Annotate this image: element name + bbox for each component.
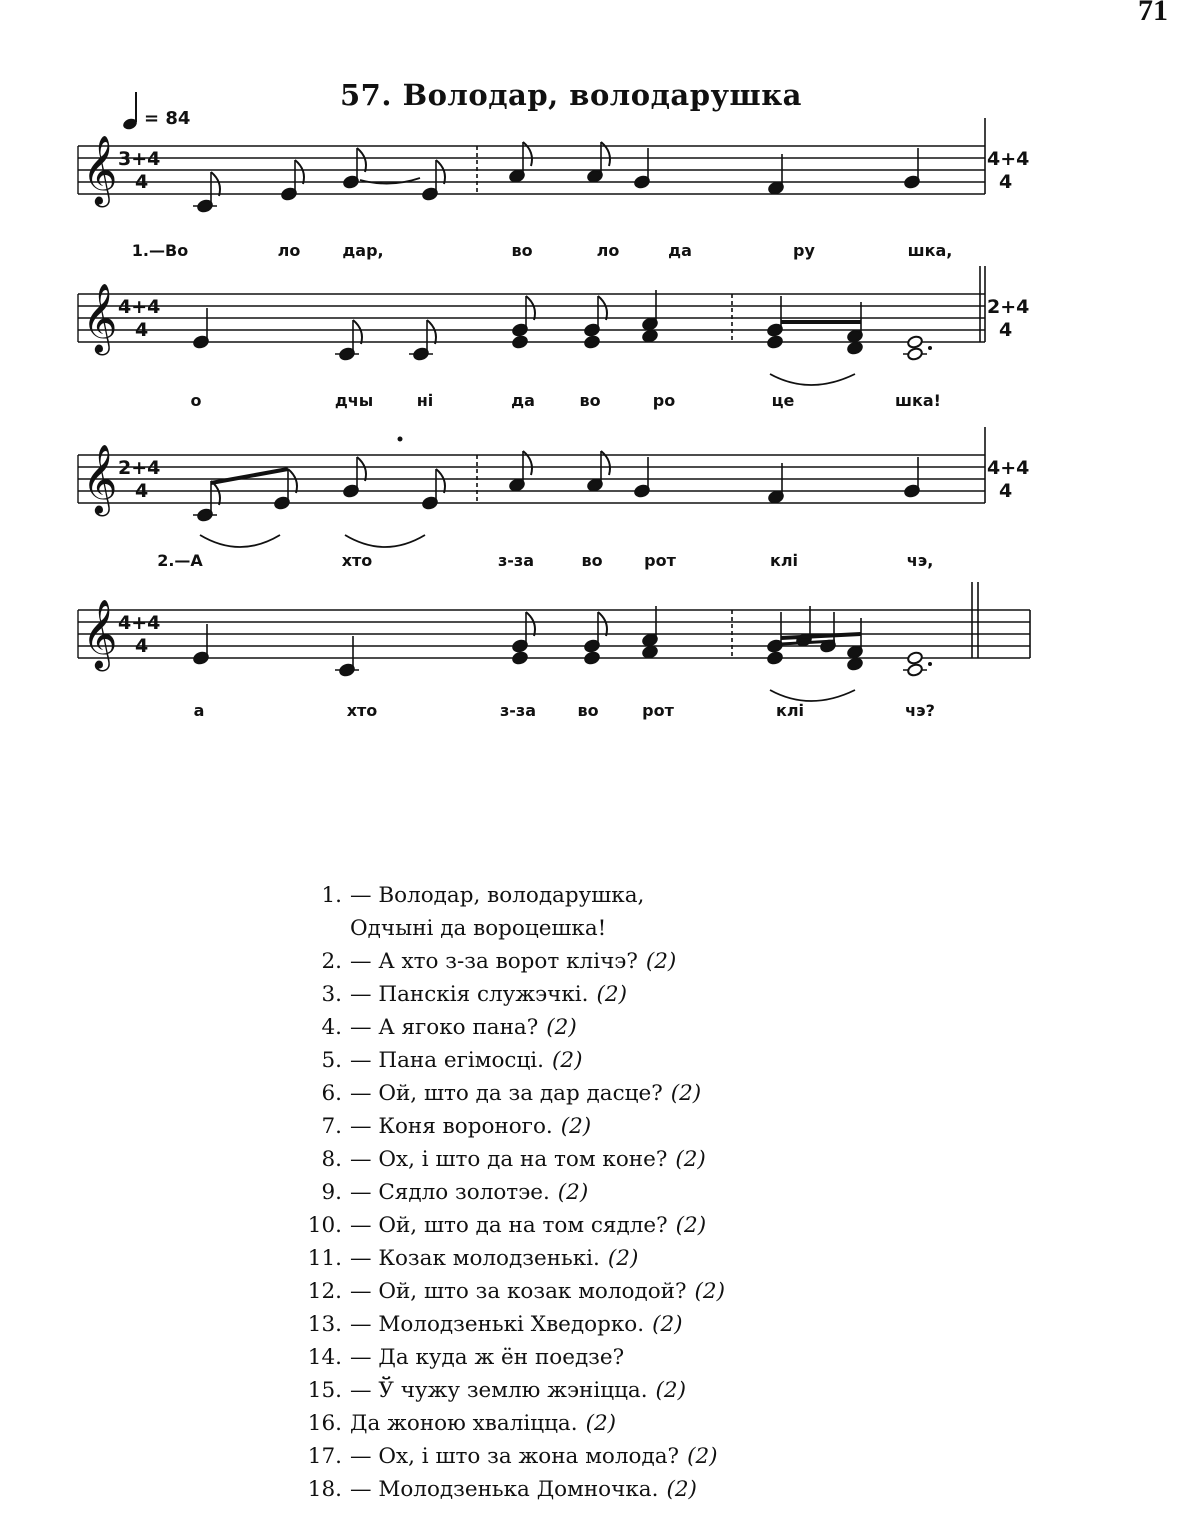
song-title-text: Володар, володарушка (402, 78, 802, 112)
repeat-marker: (2) (645, 949, 677, 974)
lyric-syllable: а (193, 701, 205, 720)
slur (345, 535, 425, 547)
note-flag (288, 469, 297, 493)
verse-text: — Козак молодзенькі. (2) (350, 1246, 639, 1271)
lyric-syllable: 1.—Во (131, 241, 189, 260)
verse-text: — Молодзенькі Хведорко. (2) (350, 1312, 683, 1337)
time-signature-top: 4+4 (118, 612, 161, 634)
lyric-syllable: з-за (497, 551, 535, 570)
note-head (584, 651, 601, 665)
lyric-syllable: во (581, 551, 603, 570)
verse-text: — Ой, што за козак молодой? (2) (350, 1279, 725, 1304)
verse-number: 2. (321, 949, 342, 974)
lyric-syllable: дчы (334, 391, 374, 410)
repeat-marker: (2) (687, 1444, 718, 1469)
end-time-signature-bottom: 4 (999, 319, 1013, 341)
note-flag (436, 469, 445, 493)
repeat-marker: (2) (675, 1147, 706, 1172)
treble-clef-icon: 𝄞 (82, 444, 118, 514)
lyric-syllable: во (511, 241, 533, 260)
treble-clef-icon: 𝄞 (82, 135, 118, 205)
end-time-signature-top: 4+4 (987, 148, 1030, 170)
time-signature-bottom: 4 (135, 480, 149, 502)
note-head (512, 651, 529, 665)
lyric-syllable: хто (341, 551, 373, 570)
end-time-signature-bottom: 4 (999, 480, 1013, 502)
verse-text: — А хто з-за ворот клічэ? (2) (350, 949, 677, 974)
note-flag (295, 160, 304, 184)
note-flag (598, 296, 607, 320)
song-number: 57. (340, 78, 392, 112)
lyric-syllable: ро (652, 391, 676, 410)
verse-text: — Да куда ж ён поедзе? (350, 1345, 625, 1370)
lyric-syllable: 2.—А (157, 551, 203, 570)
lyric-syllable: шка, (907, 241, 953, 260)
lyric-syllable: дар, (342, 241, 384, 260)
lyric-syllable: ні (416, 391, 434, 410)
lyric-syllable: хто (346, 701, 378, 720)
repeat-marker: (2) (607, 1246, 639, 1271)
verse-number: 18. (307, 1477, 342, 1502)
lyric-syllable: рот (644, 551, 676, 570)
verse-number: 8. (321, 1147, 342, 1172)
note-flag (598, 612, 607, 636)
treble-clef-icon: 𝄞 (82, 283, 118, 353)
note-flag (526, 296, 535, 320)
time-signature-bottom: 4 (135, 319, 149, 341)
time-signature-top: 3+4 (118, 148, 161, 170)
verse-number: 15. (307, 1378, 342, 1403)
verse-text: — Молодзенька Домночка. (2) (350, 1477, 697, 1502)
verse-number: 16. (307, 1411, 342, 1436)
lyric-syllable: ло (596, 241, 620, 260)
repeat-marker: (2) (560, 1114, 592, 1139)
verse-text: — Сядло золотэе. (2) (350, 1180, 589, 1205)
page-number: 71 (1138, 0, 1168, 27)
note-head (907, 335, 924, 349)
lyric-syllable: чэ, (906, 551, 934, 570)
repeat-marker: (2) (652, 1312, 683, 1337)
end-time-signature-bottom: 4 (999, 171, 1013, 193)
lyric-syllable: о (190, 391, 202, 410)
note-head (584, 335, 601, 349)
lyric-syllable: да (668, 241, 692, 260)
verse-number: 13. (307, 1312, 342, 1337)
note-head (907, 663, 924, 677)
verse-number: 12. (307, 1279, 342, 1304)
slur (770, 690, 855, 701)
note-dot (928, 662, 932, 666)
lyric-syllable: з-за (499, 701, 537, 720)
verse-number: 11. (307, 1246, 342, 1271)
note-beam (211, 469, 288, 483)
note-head (512, 335, 529, 349)
verse-text: — Коня вороного. (2) (350, 1114, 592, 1139)
verse-number: 9. (321, 1180, 342, 1205)
verse-number: 3. (321, 982, 342, 1007)
verse-text: Одчыні да вороцешка! (350, 916, 607, 941)
lyric-syllable: да (511, 391, 535, 410)
lyric-syllable: чэ? (905, 701, 935, 720)
verse-text: — Ох, і што да на том коне? (2) (350, 1147, 706, 1172)
note-flag (357, 148, 366, 172)
lyric-syllable: во (579, 391, 601, 410)
verse-number: 10. (307, 1213, 342, 1238)
repeat-marker: (2) (585, 1411, 617, 1436)
note-flag (526, 612, 535, 636)
lyric-syllable: клі (769, 551, 799, 570)
lyric-syllable: ло (277, 241, 301, 260)
repeat-marker: (2) (666, 1477, 697, 1502)
note-head (847, 657, 864, 671)
note-head (767, 651, 784, 665)
verse-number: 17. (307, 1444, 342, 1469)
note-head (847, 341, 864, 355)
verse-number: 14. (307, 1345, 342, 1370)
repeat-marker: (2) (675, 1213, 707, 1238)
note-head (907, 651, 924, 665)
tempo-value: = 84 (144, 108, 191, 129)
repeat-marker: (2) (557, 1180, 589, 1205)
verse-text: — Пана егімосці. (2) (350, 1048, 583, 1073)
note-flag (211, 172, 220, 196)
note-flag (353, 320, 362, 344)
lyric-syllable: во (577, 701, 599, 720)
verse-text: — Ой, што да на том сядле? (2) (350, 1213, 707, 1238)
note-head (767, 335, 784, 349)
lyric-syllable: шка! (895, 391, 941, 410)
verse-number: 4. (321, 1015, 342, 1040)
lyric-syllable: це (771, 391, 795, 410)
note-head (642, 645, 659, 659)
time-signature-bottom: 4 (135, 635, 149, 657)
time-signature-top: 4+4 (118, 296, 161, 318)
note-dot (928, 346, 932, 350)
slur (360, 178, 420, 184)
repeat-marker: (2) (552, 1048, 583, 1073)
staccato-dot (398, 437, 403, 442)
end-time-signature-top: 4+4 (987, 457, 1030, 479)
note-flag (436, 160, 445, 184)
lyric-syllable: клі (775, 701, 805, 720)
verse-text: — Володар, володарушка, (350, 883, 645, 908)
verse-text: — Панскія служэчкі. (2) (350, 982, 627, 1007)
verse-text: Да жоною хваліцца. (2) (350, 1411, 617, 1436)
verse-number: 5. (321, 1048, 342, 1073)
lyric-syllable: ру (793, 241, 815, 260)
verse-text: — А ягоко пана? (2) (350, 1015, 577, 1040)
verse-text: — Ой, што да за дар дасце? (2) (350, 1081, 702, 1106)
slur (200, 535, 280, 547)
repeat-marker: (2) (655, 1378, 687, 1403)
repeat-marker: (2) (596, 982, 627, 1007)
lyric-syllable: рот (642, 701, 674, 720)
time-signature-bottom: 4 (135, 171, 149, 193)
note-flag (357, 457, 366, 481)
end-time-signature-top: 2+4 (987, 296, 1030, 318)
note-flag (427, 320, 436, 344)
verse-number: 7. (321, 1114, 342, 1139)
verse-text: — Ох, і што за жона молода? (2) (350, 1444, 718, 1469)
slur (770, 374, 855, 385)
repeat-marker: (2) (546, 1015, 577, 1040)
time-signature-top: 2+4 (118, 457, 161, 479)
treble-clef-icon: 𝄞 (82, 599, 118, 669)
verse-text: — Ў чужу землю жэніцца. (2) (350, 1378, 687, 1403)
note-head (907, 347, 924, 361)
repeat-marker: (2) (670, 1081, 702, 1106)
verse-number: 1. (321, 883, 342, 908)
repeat-marker: (2) (694, 1279, 725, 1304)
note-head (642, 329, 659, 343)
verse-number: 6. (321, 1081, 342, 1106)
